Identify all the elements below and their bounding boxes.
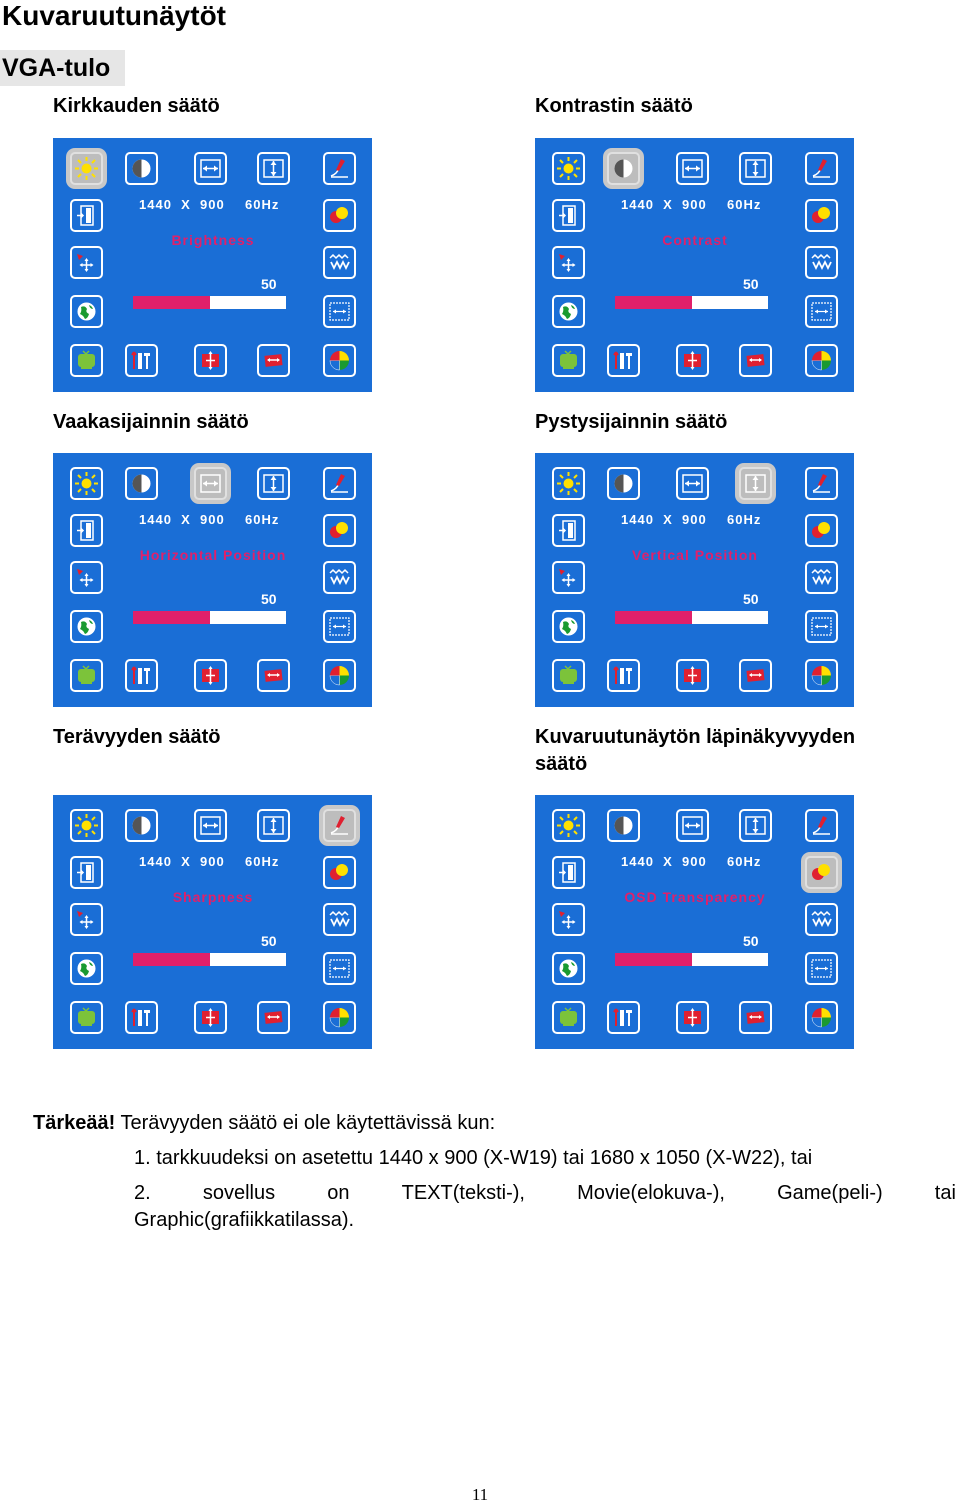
section-heading: VGA-tulo [0,50,125,86]
clock-icon [323,561,356,594]
setting-value: 50 [743,276,759,292]
tools-icon [125,659,158,692]
setting-label: Horizontal Position [139,547,287,563]
resolution-readout: 1440 X 900 [621,854,707,869]
recall-icon [552,344,585,377]
contrast-icon [125,152,158,185]
page-title: Kuvaruutunäytöt [2,0,226,31]
level-bar-fill [615,953,692,966]
phase-icon [805,952,838,985]
level-bar [615,611,768,624]
exit-icon [552,199,585,232]
language-icon [552,610,585,643]
contrast-icon [607,467,640,500]
page-number: 11 [471,1485,489,1504]
note-word: tai [934,1182,956,1204]
note-intro-line [33,1110,495,1136]
sharpness-icon [323,809,356,842]
note-word: sovellus [202,1182,276,1204]
osd-menu-screenshot [535,138,854,392]
contrast-icon [125,467,158,500]
osd-position-icon [70,246,103,279]
contrast-icon [607,152,640,185]
frequency-readout: 60Hz [727,197,762,212]
level-bar [615,296,768,309]
language-icon [70,295,103,328]
setting-value: 50 [743,591,759,607]
v-position-icon [257,809,290,842]
frequency-readout: 60Hz [245,197,280,212]
color-icon [805,344,838,377]
reset-icon [194,659,227,692]
color-icon [323,659,356,692]
h-position-icon [194,467,227,500]
clock-icon [323,246,356,279]
setting-label: Vertical Position [632,547,758,563]
color-icon [323,344,356,377]
osd-position-icon [552,246,585,279]
osd-position-icon [70,903,103,936]
osd-transparency-icon [323,199,356,232]
osd-position-icon [552,561,585,594]
resolution-readout: 1440 X 900 [621,512,707,527]
h-size-icon [257,659,290,692]
brightness-icon [70,809,103,842]
panel-caption-line: Kuvaruutunäytön läpinäkyvyyden [535,726,856,748]
exit-icon [70,199,103,232]
clock-icon [805,561,838,594]
osd-transparency-icon [323,514,356,547]
recall-icon [70,344,103,377]
panel-caption [535,409,727,436]
h-size-icon [739,1001,772,1034]
panel-caption [53,724,221,751]
brightness-icon [552,467,585,500]
exit-icon [70,514,103,547]
h-position-icon [676,809,709,842]
level-bar-fill [133,611,210,624]
v-position-icon [739,809,772,842]
v-position-icon [257,152,290,185]
panel-caption-line: Kontrastin säätö [535,95,693,117]
sharpness-icon [805,152,838,185]
recall-icon [70,659,103,692]
panel-caption-line: säätö [535,753,588,775]
osd-menu-screenshot [53,795,372,1049]
v-position-icon [257,467,290,500]
setting-label: Contrast [662,232,728,248]
color-icon [805,659,838,692]
language-icon [552,952,585,985]
phase-icon [805,610,838,643]
note-word: Movie(elokuva-), [577,1182,725,1204]
sharpness-icon [323,152,356,185]
reset-icon [676,659,709,692]
osd-position-icon [70,561,103,594]
setting-label: Brightness [171,232,255,248]
frequency-readout: 60Hz [245,512,280,527]
note-label: Tärkeää! [33,1112,116,1134]
color-icon [805,1001,838,1034]
osd-transparency-icon [805,199,838,232]
setting-value: 50 [743,933,759,949]
setting-label: Sharpness [172,889,254,905]
color-icon [323,1001,356,1034]
v-position-icon [739,467,772,500]
level-bar [133,953,286,966]
reset-icon [194,1001,227,1034]
osd-menu-screenshot [535,795,854,1049]
tools-icon [125,1001,158,1034]
panel-caption [535,93,693,120]
tools-icon [607,1001,640,1034]
clock-icon [805,903,838,936]
v-position-icon [739,152,772,185]
language-icon [70,610,103,643]
exit-icon [552,856,585,889]
exit-icon [552,514,585,547]
setting-value: 50 [261,276,277,292]
setting-value: 50 [261,933,277,949]
note-item-1: 1. tarkkuudeksi on asetettu 1440 x 900 (X-W19) tai 1680 x 1050 (X-W22), tai [134,1147,813,1169]
h-position-icon [194,809,227,842]
setting-value: 50 [261,591,277,607]
panel-caption [53,409,249,436]
recall-icon [552,1001,585,1034]
note-word: TEXT(teksti-), [401,1182,525,1204]
brightness-icon [552,152,585,185]
language-icon [552,295,585,328]
level-bar-fill [133,296,210,309]
panel-caption-line: Terävyyden säätö [53,726,221,748]
recall-icon [70,1001,103,1034]
osd-transparency-icon [805,514,838,547]
note-intro: Terävyyden säätö ei ole käytettävissä kun: [120,1112,496,1134]
frequency-readout: 60Hz [727,854,762,869]
h-size-icon [739,344,772,377]
brightness-icon [552,809,585,842]
osd-transparency-icon [805,856,838,889]
osd-menu-screenshot [535,453,854,707]
level-bar-fill [133,953,210,966]
panel-caption [535,724,855,778]
contrast-icon [607,809,640,842]
osd-position-icon [552,903,585,936]
phase-icon [323,952,356,985]
panel-caption-line: Vaakasijainnin säätö [53,411,249,433]
osd-menu-screenshot [53,138,372,392]
h-size-icon [257,344,290,377]
panel-caption-line: Pystysijainnin säätö [535,411,728,433]
resolution-readout: 1440 X 900 [139,197,225,212]
sharpness-icon [805,467,838,500]
resolution-readout: 1440 X 900 [621,197,707,212]
note-word: Game(peli-) [777,1182,883,1204]
sharpness-icon [323,467,356,500]
level-bar [615,953,768,966]
h-position-icon [676,467,709,500]
osd-transparency-icon [323,856,356,889]
phase-icon [805,295,838,328]
reset-icon [194,344,227,377]
phase-icon [323,610,356,643]
frequency-readout: 60Hz [727,512,762,527]
resolution-readout: 1440 X 900 [139,512,225,527]
note-word: 2. [134,1182,151,1204]
resolution-readout: 1440 X 900 [139,854,225,869]
frequency-readout: 60Hz [245,854,280,869]
note-item-2 [134,1180,956,1206]
level-bar-fill [615,611,692,624]
exit-icon [70,856,103,889]
brightness-icon [70,467,103,500]
h-size-icon [257,1001,290,1034]
panel-caption-line: Kirkkauden säätö [53,95,220,117]
language-icon [70,952,103,985]
note-word: on [327,1182,350,1204]
level-bar-fill [615,296,692,309]
level-bar [133,296,286,309]
reset-icon [676,344,709,377]
h-position-icon [676,152,709,185]
tools-icon [607,659,640,692]
tools-icon [125,344,158,377]
tools-icon [607,344,640,377]
clock-icon [805,246,838,279]
setting-label: OSD Transparency [624,889,766,905]
contrast-icon [125,809,158,842]
phase-icon [323,295,356,328]
note-item-2-cont: Graphic(grafiikkatilassa). [134,1209,355,1231]
sharpness-icon [805,809,838,842]
panel-caption [53,93,220,120]
h-size-icon [739,659,772,692]
brightness-icon [70,152,103,185]
level-bar [133,611,286,624]
reset-icon [676,1001,709,1034]
recall-icon [552,659,585,692]
osd-menu-screenshot [53,453,372,707]
h-position-icon [194,152,227,185]
clock-icon [323,903,356,936]
